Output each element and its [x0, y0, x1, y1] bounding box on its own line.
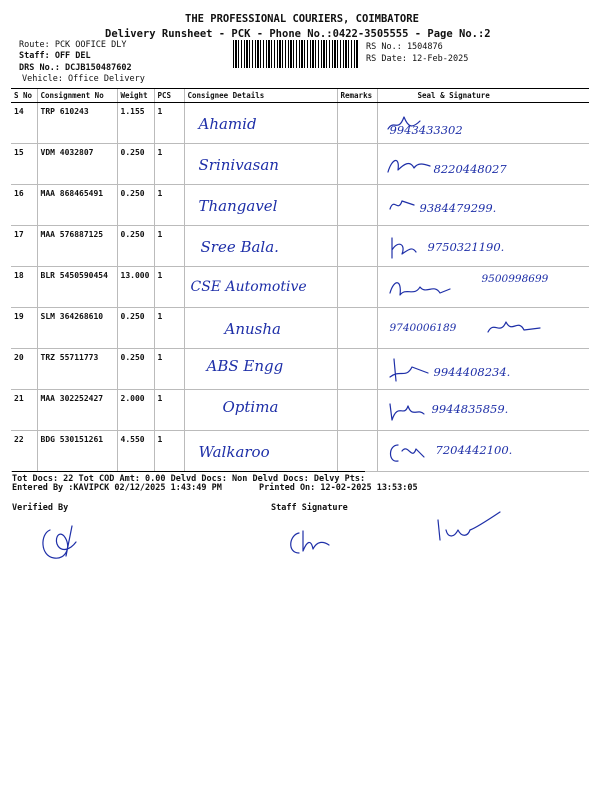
row-consignee: [184, 431, 337, 472]
row-remarks: [337, 185, 377, 226]
signature-number: 7204442100.: [435, 443, 513, 457]
row-weight: 0.250: [117, 349, 154, 390]
row-signature: [377, 390, 589, 431]
staff-signature: [285, 525, 335, 560]
company-name: THE PROFESSIONAL COURIERS, COIMBATORE: [185, 13, 419, 25]
col-signature: Seal & Signature: [377, 89, 589, 103]
row-weight: 1.155: [117, 103, 154, 144]
row-pcs: 1: [154, 267, 184, 308]
row-pcs: 1: [154, 226, 184, 267]
row-signature: [377, 267, 589, 308]
staff-label: Staff: OFF DEL: [19, 51, 91, 61]
table-row: [11, 185, 589, 226]
row-consignee: [184, 308, 337, 349]
table-row: [11, 308, 589, 349]
row-remarks: [337, 431, 377, 472]
consignee-handwriting: Anusha: [224, 320, 281, 338]
signature-number: 9500998699: [481, 273, 549, 285]
consignee-handwriting: Srinivasan: [198, 156, 279, 174]
row-weight: 4.550: [117, 431, 154, 472]
signature-number: 8220448027: [433, 162, 507, 176]
table-row: [11, 226, 589, 267]
row-pcs: 1: [154, 390, 184, 431]
consignee-handwriting: Walkaroo: [198, 443, 270, 461]
vehicle-label: Vehicle: Office Delivery: [22, 74, 145, 84]
rs-date: RS Date: 12-Feb-2025: [366, 54, 469, 64]
table-header-row: [11, 89, 589, 103]
row-pcs: 1: [154, 349, 184, 390]
consignee-handwriting: ABS Engg: [206, 357, 284, 375]
signature-scribble: [384, 273, 454, 303]
row-consignee: [184, 267, 337, 308]
row-consignee: [184, 185, 337, 226]
signature-scribble: [384, 150, 434, 180]
row-consignment: BLR 5450590454: [37, 267, 117, 308]
row-consignment: MAA 302252427: [37, 390, 117, 431]
runsheet-title: Delivery Runsheet - PCK - Phone No.:0422-3505555 - Page No.:2: [105, 28, 491, 40]
staff-signature-label: Staff Signature: [271, 503, 348, 513]
row-sno: 19: [11, 308, 37, 349]
signature-number: 9740006189: [389, 322, 457, 334]
col-sno: S No: [11, 89, 37, 103]
row-consignment: TRP 610243: [37, 103, 117, 144]
barcode: [233, 40, 359, 68]
consignee-handwriting: Thangavel: [198, 197, 278, 215]
row-consignment: MAA 868465491: [37, 185, 117, 226]
row-consignment: MAA 576887125: [37, 226, 117, 267]
row-remarks: [337, 267, 377, 308]
consignee-handwriting: CSE Automotive: [190, 279, 307, 295]
signature-scribble: [484, 312, 544, 344]
extra-signature: [432, 508, 504, 548]
printed-on: Printed On: 12-02-2025 13:53:05: [259, 483, 418, 493]
signature-number: 9750321190.: [427, 240, 505, 254]
signature-number: 9944408234.: [433, 365, 511, 379]
totals-summary: Tot Docs: 22 Tot COD Amt: 0.00 Delvd Docs: Non Delvd Docs: Delvy Pts:: [12, 471, 365, 484]
row-weight: 0.250: [117, 308, 154, 349]
row-sno: 18: [11, 267, 37, 308]
row-sno: 14: [11, 103, 37, 144]
row-weight: 0.250: [117, 226, 154, 267]
row-weight: 0.250: [117, 185, 154, 226]
consignee-handwriting: Sree Bala.: [200, 238, 279, 256]
col-consignee: Consignee Details: [184, 89, 337, 103]
row-sno: 22: [11, 431, 37, 472]
table-row: [11, 144, 589, 185]
verified-signature: [36, 520, 86, 565]
row-signature: [377, 349, 589, 390]
row-consignment: TRZ 55711773: [37, 349, 117, 390]
verified-by-label: Verified By: [12, 503, 69, 513]
row-pcs: 1: [154, 144, 184, 185]
row-pcs: 1: [154, 431, 184, 472]
row-sno: 16: [11, 185, 37, 226]
consignee-handwriting: Ahamid: [198, 115, 257, 133]
row-signature: [377, 144, 589, 185]
row-remarks: [337, 308, 377, 349]
row-remarks: [337, 349, 377, 390]
table-row: [11, 390, 589, 431]
row-remarks: [337, 390, 377, 431]
table-row: [11, 267, 589, 308]
row-consignee: [184, 390, 337, 431]
table-row: [11, 103, 589, 144]
signature-scribble: [384, 437, 434, 467]
row-pcs: 1: [154, 308, 184, 349]
row-consignee: [184, 103, 337, 144]
col-pcs: PCS: [154, 89, 184, 103]
signature-scribble: [384, 396, 434, 426]
drs-number: DRS No.: DCJB150487602: [19, 63, 132, 73]
row-signature: [377, 103, 589, 144]
consignee-handwriting: Optima: [222, 398, 279, 416]
runsheet-table: [11, 88, 589, 472]
row-signature: [377, 226, 589, 267]
row-signature: [377, 431, 589, 472]
col-weight: Weight: [117, 89, 154, 103]
table-row: [11, 431, 589, 472]
signature-scribble: [384, 355, 434, 385]
row-consignee: [184, 226, 337, 267]
signature-number: 9944835859.: [431, 402, 509, 416]
route-label: Route: PCK OOFICE DLY: [19, 40, 127, 50]
row-sno: 20: [11, 349, 37, 390]
entered-by: Entered By :KAVIPCK 02/12/2025 1:43:49 PM: [12, 483, 222, 493]
col-remarks: Remarks: [337, 89, 377, 103]
row-signature: [377, 308, 589, 349]
row-pcs: 1: [154, 103, 184, 144]
row-consignment: SLM 364268610: [37, 308, 117, 349]
row-signature: [377, 185, 589, 226]
row-weight: 13.000: [117, 267, 154, 308]
signature-number: 9943433302: [389, 123, 463, 137]
row-consignee: [184, 144, 337, 185]
row-remarks: [337, 144, 377, 185]
row-remarks: [337, 226, 377, 267]
table-row: [11, 349, 589, 390]
signature-number: 9384479299.: [419, 201, 497, 215]
row-weight: 2.000: [117, 390, 154, 431]
col-consignment: Consignment No: [37, 89, 117, 103]
row-consignment: VDM 4032807: [37, 144, 117, 185]
rs-number: RS No.: 1504876: [366, 42, 443, 52]
signature-scribble: [384, 232, 424, 262]
signature-scribble: [384, 191, 424, 221]
row-sno: 17: [11, 226, 37, 267]
row-pcs: 1: [154, 185, 184, 226]
row-remarks: [337, 103, 377, 144]
row-weight: 0.250: [117, 144, 154, 185]
row-consignment: BDG 530151261: [37, 431, 117, 472]
row-consignee: [184, 349, 337, 390]
row-sno: 21: [11, 390, 37, 431]
row-sno: 15: [11, 144, 37, 185]
